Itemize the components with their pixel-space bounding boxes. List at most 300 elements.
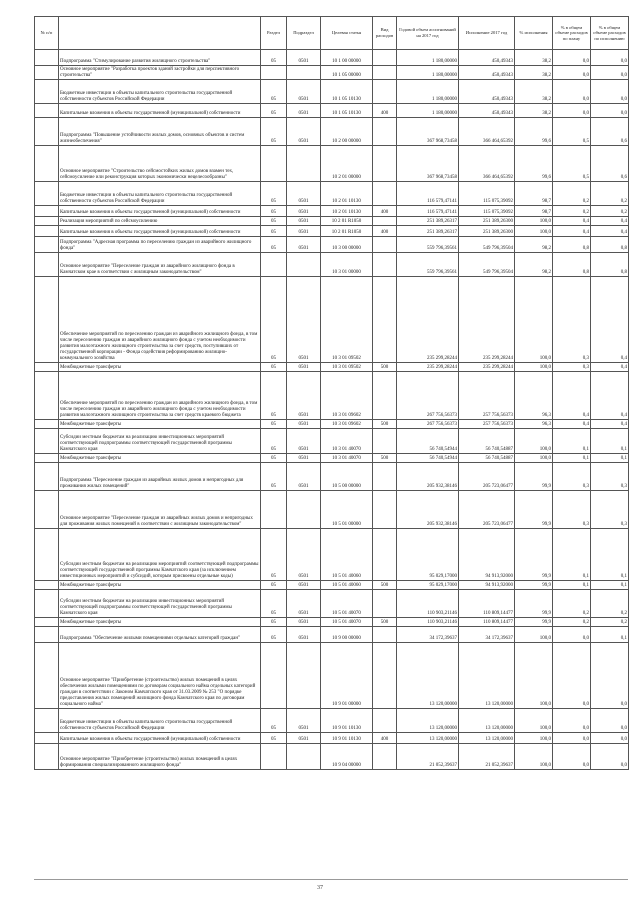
cell-annual: 235 299,28244 xyxy=(397,277,459,363)
cell-share-exec: 0,0 xyxy=(591,744,629,770)
cell-no xyxy=(35,618,59,627)
cell-pct: 99,6 xyxy=(515,118,553,146)
cell-target: 10 3 01 09502 xyxy=(321,363,373,372)
cell-annual: 267 756,56373 xyxy=(397,372,459,420)
cell-name: Межбюджетные трансферты xyxy=(59,363,261,372)
cell-section xyxy=(261,491,287,529)
cell-exp-type: 400 xyxy=(373,104,397,118)
cell-exp-type xyxy=(373,237,397,253)
cell-pct: 100,0 xyxy=(515,454,553,463)
cell-exp-type xyxy=(373,50,397,66)
cell-pct: 38,2 xyxy=(515,50,553,66)
cell-name: Бюджетные инвестиции в объекты капитального строительства государственной собственности субъектов Российской Федерации xyxy=(59,80,261,104)
cell-pct: 100,0 xyxy=(515,217,553,226)
cell-section xyxy=(261,643,287,709)
table-row xyxy=(35,66,629,80)
cell-no xyxy=(35,420,59,429)
cell-exp-type xyxy=(373,253,397,277)
cell-no xyxy=(35,627,59,643)
cell-subsection: 0501 xyxy=(287,618,321,627)
cell-name: Подпрограмма "Стимулирование развития жилищного строительства" xyxy=(59,50,261,66)
cell-share-plan: 0,1 xyxy=(553,454,591,463)
cell-subsection: 0501 xyxy=(287,182,321,206)
budget-execution-table xyxy=(34,16,629,770)
cell-executed: 366 464,65392 xyxy=(459,146,515,182)
cell-executed: 34 172,39637 xyxy=(459,627,515,643)
cell-subsection: 0501 xyxy=(287,420,321,429)
cell-share-plan: 0,2 xyxy=(553,206,591,217)
cell-name: Субсидии местным бюджетам на реализацию инвестиционных мероприятий соответствующей подпрограммы соответствующей государственной программы Камчатского края xyxy=(59,590,261,618)
cell-share-exec: 0,0 xyxy=(591,50,629,66)
cell-target: 10 9 00 00000 xyxy=(321,627,373,643)
cell-exp-type: 500 xyxy=(373,581,397,590)
cell-share-exec: 0,1 xyxy=(591,429,629,454)
cell-executed: 366 464,65392 xyxy=(459,118,515,146)
cell-name: Подпрограмма "Обеспечение жилыми помещениями отдельных категорий граждан" xyxy=(59,627,261,643)
cell-subsection: 0501 xyxy=(287,429,321,454)
cell-name: Межбюджетные трансферты xyxy=(59,454,261,463)
cell-executed: 110 809,14477 xyxy=(459,590,515,618)
cell-name: Межбюджетные трансферты xyxy=(59,618,261,627)
cell-annual: 95 029,17000 xyxy=(397,529,459,581)
cell-target: 10 5 01 40060 xyxy=(321,529,373,581)
cell-share-plan: 0,1 xyxy=(553,429,591,454)
cell-share-plan: 0,3 xyxy=(553,463,591,491)
cell-annual: 205 932,38146 xyxy=(397,491,459,529)
cell-subsection: 0501 xyxy=(287,581,321,590)
cell-name: Межбюджетные трансферты xyxy=(59,581,261,590)
cell-share-exec: 0,1 xyxy=(591,627,629,643)
cell-executed: 549 796,39504 xyxy=(459,253,515,277)
cell-no xyxy=(35,80,59,104)
cell-no xyxy=(35,206,59,217)
table-row xyxy=(35,146,629,182)
cell-section: 05 xyxy=(261,237,287,253)
cell-target: 10 2 01 R1050 xyxy=(321,217,373,226)
cell-annual: 13 120,00000 xyxy=(397,643,459,709)
cell-subsection xyxy=(287,66,321,80)
cell-executed: 13 120,00000 xyxy=(459,733,515,744)
cell-annual: 116 579,47141 xyxy=(397,182,459,206)
cell-no xyxy=(35,491,59,529)
cell-section: 05 xyxy=(261,372,287,420)
cell-share-plan: 0,3 xyxy=(553,277,591,363)
table-row xyxy=(35,50,629,66)
cell-share-exec: 0,3 xyxy=(591,463,629,491)
cell-target: 10 1 00 00000 xyxy=(321,50,373,66)
cell-exp-type xyxy=(373,529,397,581)
cell-pct: 98,2 xyxy=(515,237,553,253)
cell-subsection: 0501 xyxy=(287,733,321,744)
table-row xyxy=(35,463,629,491)
cell-share-exec: 0,2 xyxy=(591,206,629,217)
table-row xyxy=(35,709,629,733)
cell-share-exec: 0,0 xyxy=(591,733,629,744)
cell-target: 10 2 01 R1050 xyxy=(321,226,373,237)
cell-annual: 34 172,39637 xyxy=(397,627,459,643)
table-row xyxy=(35,733,629,744)
cell-exp-type xyxy=(373,146,397,182)
cell-target: 10 9 01 10130 xyxy=(321,733,373,744)
table-row xyxy=(35,206,629,217)
cell-share-plan: 0,4 xyxy=(553,372,591,420)
cell-exp-type: 400 xyxy=(373,733,397,744)
table-row xyxy=(35,491,629,529)
table-row xyxy=(35,429,629,454)
cell-share-plan: 0,4 xyxy=(553,420,591,429)
cell-executed: 450,49343 xyxy=(459,80,515,104)
cell-target: 10 5 01 00000 xyxy=(321,491,373,529)
table-row xyxy=(35,237,629,253)
cell-pct: 38,2 xyxy=(515,66,553,80)
table-row xyxy=(35,627,629,643)
cell-section: 05 xyxy=(261,590,287,618)
table-row xyxy=(35,590,629,618)
cell-section: 05 xyxy=(261,80,287,104)
cell-share-exec: 0,4 xyxy=(591,363,629,372)
cell-section: 05 xyxy=(261,226,287,237)
cell-no xyxy=(35,118,59,146)
cell-exp-type xyxy=(373,182,397,206)
table-row xyxy=(35,80,629,104)
cell-subsection: 0501 xyxy=(287,50,321,66)
cell-annual: 235 299,28244 xyxy=(397,363,459,372)
cell-exp-type xyxy=(373,372,397,420)
cell-section: 05 xyxy=(261,182,287,206)
cell-share-plan: 0,1 xyxy=(553,529,591,581)
cell-annual: 559 796,39561 xyxy=(397,237,459,253)
cell-share-exec: 0,1 xyxy=(591,581,629,590)
col-header-annual: Годовой объем ассигнований на 2017 год xyxy=(397,17,459,50)
cell-target: 10 2 01 10130 xyxy=(321,206,373,217)
cell-name: Подпрограмма "Адресная программа по переселению граждан из аварийного жилищного фонда" xyxy=(59,237,261,253)
cell-name: Обеспечение мероприятий по переселению граждан из аварийного жилищного фонда, в том числе переселению граждан из аварийного жилищного фонда с учетом необходимости развития малоэтажного жилищного строительства за счет средств краевого бюджета xyxy=(59,372,261,420)
col-header-subsection: Подраздел xyxy=(287,17,321,50)
cell-share-exec: 0,2 xyxy=(591,618,629,627)
cell-pct: 38,2 xyxy=(515,104,553,118)
cell-share-plan: 0,0 xyxy=(553,709,591,733)
cell-executed: 549 796,39504 xyxy=(459,237,515,253)
cell-subsection xyxy=(287,253,321,277)
cell-pct: 96,3 xyxy=(515,372,553,420)
table-row xyxy=(35,363,629,372)
cell-target: 10 2 01 10130 xyxy=(321,182,373,206)
cell-share-plan: 0,3 xyxy=(553,491,591,529)
cell-name: Обеспечение мероприятий по переселению граждан из аварийного жилищного фонда, в том числе переселению граждан из аварийного жилищного фонда с учетом необходимости развития малоэтажного жилищного строительства за счет средств, поступивших от государственной корпорации - Фонда содействия реформированию жилищно-коммунального хозяйства xyxy=(59,277,261,363)
cell-executed: 94 913,92000 xyxy=(459,529,515,581)
cell-annual: 110 903,21146 xyxy=(397,590,459,618)
col-header-exp-type: Вид расходов xyxy=(373,17,397,50)
table-header-row xyxy=(35,17,629,50)
cell-no xyxy=(35,363,59,372)
cell-exp-type: 500 xyxy=(373,618,397,627)
cell-section xyxy=(261,66,287,80)
cell-subsection: 0501 xyxy=(287,118,321,146)
cell-share-plan: 0,3 xyxy=(553,363,591,372)
cell-share-exec: 0,1 xyxy=(591,454,629,463)
cell-share-exec: 0,0 xyxy=(591,104,629,118)
cell-share-plan: 0,4 xyxy=(553,217,591,226)
table-row xyxy=(35,454,629,463)
cell-exp-type xyxy=(373,429,397,454)
cell-share-exec: 0,6 xyxy=(591,118,629,146)
cell-no xyxy=(35,643,59,709)
cell-section: 05 xyxy=(261,454,287,463)
cell-name: Субсидии местным бюджетам на реализацию мероприятий соответствующей подпрограммы соответствующей государственной программы Камчатского края (за исключением инвестиционных мероприятий и субсидий, которым присвоены отдельные коды) xyxy=(59,529,261,581)
cell-section: 05 xyxy=(261,709,287,733)
cell-executed: 94 913,92000 xyxy=(459,581,515,590)
cell-pct: 100,0 xyxy=(515,744,553,770)
cell-share-exec: 0,4 xyxy=(591,420,629,429)
footer-divider xyxy=(34,879,628,880)
cell-name: Бюджетные инвестиции в объекты капитального строительства государственной собственности субъектов Российской Федерации xyxy=(59,709,261,733)
cell-section: 05 xyxy=(261,104,287,118)
table-row xyxy=(35,217,629,226)
cell-share-plan: 0,0 xyxy=(553,80,591,104)
table-row xyxy=(35,643,629,709)
cell-no xyxy=(35,454,59,463)
cell-exp-type xyxy=(373,118,397,146)
cell-name: Основное мероприятие "Приобретение (строительство) жилых помещений в целях обеспечения жилыми помещениями по договорам социального найма отдельных категорий граждан в соответствии с Законом Камчатского края от 31.03.2009 № 253 "О порядке предоставления жилых помещений жилищного фонда Камчатского края по договорам социального найма" xyxy=(59,643,261,709)
cell-executed: 257 756,56373 xyxy=(459,372,515,420)
cell-section: 05 xyxy=(261,50,287,66)
cell-executed: 13 120,00000 xyxy=(459,643,515,709)
cell-section: 05 xyxy=(261,217,287,226)
cell-subsection: 0501 xyxy=(287,529,321,581)
cell-annual: 56 740,54944 xyxy=(397,454,459,463)
cell-target: 10 1 05 10130 xyxy=(321,80,373,104)
cell-executed: 110 809,14477 xyxy=(459,618,515,627)
cell-annual: 110 903,21146 xyxy=(397,618,459,627)
cell-target: 10 3 01 40070 xyxy=(321,429,373,454)
cell-share-plan: 0,4 xyxy=(553,226,591,237)
cell-pct: 99,9 xyxy=(515,529,553,581)
cell-share-exec: 0,8 xyxy=(591,237,629,253)
cell-no xyxy=(35,66,59,80)
cell-no xyxy=(35,237,59,253)
cell-exp-type: 400 xyxy=(373,226,397,237)
cell-subsection: 0501 xyxy=(287,463,321,491)
cell-no xyxy=(35,429,59,454)
cell-name: Подпрограмма "Переселение граждан из аварийных жилых домов и непригодных для проживания жилых помещений" xyxy=(59,463,261,491)
cell-section: 05 xyxy=(261,618,287,627)
cell-section: 05 xyxy=(261,420,287,429)
cell-subsection: 0501 xyxy=(287,217,321,226)
cell-pct: 99,9 xyxy=(515,463,553,491)
cell-pct: 99,9 xyxy=(515,581,553,590)
cell-target: 10 5 01 40070 xyxy=(321,618,373,627)
col-header-share-plan: % в общем объеме расходов по плану xyxy=(553,17,591,50)
cell-subsection: 0501 xyxy=(287,206,321,217)
cell-no xyxy=(35,709,59,733)
table-row xyxy=(35,118,629,146)
cell-exp-type xyxy=(373,491,397,529)
cell-name: Субсидии местным бюджетам на реализацию инвестиционных мероприятий соответствующей подпрограммы соответствующей государственной программы Камчатского края xyxy=(59,429,261,454)
cell-section xyxy=(261,744,287,770)
cell-no xyxy=(35,226,59,237)
cell-name: Основное мероприятие "Переселение граждан из аварийных жилых домов и непригодных для проживания жилых помещений в соответствии с жилищным законодательством" xyxy=(59,491,261,529)
cell-share-plan: 0,5 xyxy=(553,146,591,182)
cell-no xyxy=(35,529,59,581)
cell-pct: 98,2 xyxy=(515,253,553,277)
cell-share-plan: 0,0 xyxy=(553,66,591,80)
cell-share-exec: 0,4 xyxy=(591,372,629,420)
cell-share-plan: 0,0 xyxy=(553,643,591,709)
cell-subsection: 0501 xyxy=(287,277,321,363)
cell-no xyxy=(35,146,59,182)
cell-exp-type: 500 xyxy=(373,454,397,463)
cell-subsection xyxy=(287,643,321,709)
cell-share-exec: 0,2 xyxy=(591,590,629,618)
cell-name: Бюджетные инвестиции в объекты капитального строительства государственной собственности субъектов Российской Федерации xyxy=(59,182,261,206)
col-header-pct: % исполнения xyxy=(515,17,553,50)
cell-target: 10 9 01 10130 xyxy=(321,709,373,733)
cell-section xyxy=(261,146,287,182)
cell-exp-type xyxy=(373,463,397,491)
cell-section: 05 xyxy=(261,206,287,217)
cell-share-plan: 0,5 xyxy=(553,118,591,146)
cell-target: 10 3 01 09602 xyxy=(321,372,373,420)
cell-share-exec: 0,6 xyxy=(591,146,629,182)
cell-pct: 100,0 xyxy=(515,709,553,733)
cell-share-exec: 0,2 xyxy=(591,182,629,206)
cell-exp-type xyxy=(373,66,397,80)
cell-annual: 116 579,47141 xyxy=(397,206,459,217)
cell-share-exec: 0,1 xyxy=(591,529,629,581)
cell-subsection: 0501 xyxy=(287,226,321,237)
cell-section: 05 xyxy=(261,581,287,590)
cell-no xyxy=(35,463,59,491)
cell-annual: 1 180,00000 xyxy=(397,104,459,118)
cell-no xyxy=(35,277,59,363)
cell-exp-type xyxy=(373,643,397,709)
cell-subsection: 0501 xyxy=(287,590,321,618)
cell-executed: 13 120,00000 xyxy=(459,709,515,733)
cell-target: 10 9 01 00000 xyxy=(321,643,373,709)
cell-annual: 95 029,17000 xyxy=(397,581,459,590)
table-row xyxy=(35,372,629,420)
cell-pct: 99,6 xyxy=(515,146,553,182)
cell-pct: 100,0 xyxy=(515,363,553,372)
cell-annual: 56 740,54944 xyxy=(397,429,459,454)
cell-executed: 450,49343 xyxy=(459,50,515,66)
cell-share-exec: 0,0 xyxy=(591,66,629,80)
cell-pct: 38,2 xyxy=(515,80,553,104)
cell-no xyxy=(35,581,59,590)
cell-annual: 21 052,39637 xyxy=(397,744,459,770)
cell-section: 05 xyxy=(261,429,287,454)
cell-pct: 98,7 xyxy=(515,206,553,217)
cell-target: 10 5 00 00000 xyxy=(321,463,373,491)
cell-section: 05 xyxy=(261,277,287,363)
col-header-no: № п/п xyxy=(35,17,59,50)
cell-exp-type xyxy=(373,627,397,643)
cell-no xyxy=(35,733,59,744)
cell-executed: 56 740,54887 xyxy=(459,429,515,454)
cell-executed: 56 740,54887 xyxy=(459,454,515,463)
cell-name: Основное мероприятие "Приобретение (строительство) жилых помещений в целях формирования специализированного жилищного фонда" xyxy=(59,744,261,770)
cell-subsection: 0501 xyxy=(287,454,321,463)
cell-no xyxy=(35,104,59,118)
cell-subsection: 0501 xyxy=(287,80,321,104)
cell-executed: 450,49343 xyxy=(459,104,515,118)
cell-annual: 1 180,00000 xyxy=(397,66,459,80)
cell-pct: 99,9 xyxy=(515,491,553,529)
cell-name: Подпрограмма "Повышение устойчивости жилых домов, основных объектов и систем жизнеобеспечения" xyxy=(59,118,261,146)
table-row xyxy=(35,277,629,363)
cell-name: Капитальные вложения в объекты государственной (муниципальной) собственности xyxy=(59,733,261,744)
cell-share-plan: 0,2 xyxy=(553,618,591,627)
cell-share-exec: 0,8 xyxy=(591,253,629,277)
cell-pct: 99,9 xyxy=(515,618,553,627)
cell-pct: 96,3 xyxy=(515,420,553,429)
cell-name: Основное мероприятие "Разработка проектов зданий застройки для перспективного строительства" xyxy=(59,66,261,80)
cell-section: 05 xyxy=(261,118,287,146)
cell-share-exec: 0,3 xyxy=(591,491,629,529)
cell-target: 10 9 04 00000 xyxy=(321,744,373,770)
cell-executed: 450,49343 xyxy=(459,66,515,80)
cell-exp-type: 400 xyxy=(373,206,397,217)
col-header-target: Целевая статья xyxy=(321,17,373,50)
cell-name: Основное мероприятие "Переселение граждан из аварийного жилищного фонда в Камчатском крае в соответствии с жилищным законодательством" xyxy=(59,253,261,277)
cell-target: 10 3 01 40070 xyxy=(321,454,373,463)
cell-pct: 98,7 xyxy=(515,182,553,206)
cell-share-plan: 0,0 xyxy=(553,733,591,744)
cell-annual: 1 180,00000 xyxy=(397,80,459,104)
cell-annual: 13 120,00000 xyxy=(397,709,459,733)
cell-no xyxy=(35,182,59,206)
cell-exp-type xyxy=(373,590,397,618)
cell-no xyxy=(35,372,59,420)
cell-subsection: 0501 xyxy=(287,237,321,253)
cell-target: 10 3 01 00000 xyxy=(321,253,373,277)
table-row xyxy=(35,581,629,590)
cell-name: Межбюджетные трансферты xyxy=(59,420,261,429)
cell-executed: 115 075,39092 xyxy=(459,206,515,217)
cell-name: Основное мероприятие "Строительство сейсмостойких жилых домов взамен тех, сейсмоусиление или реконструкция которых экономически нецелесообразны" xyxy=(59,146,261,182)
table-row xyxy=(35,226,629,237)
cell-target: 10 5 01 40070 xyxy=(321,590,373,618)
cell-subsection: 0501 xyxy=(287,627,321,643)
cell-executed: 21 052,39637 xyxy=(459,744,515,770)
cell-share-plan: 0,2 xyxy=(553,590,591,618)
cell-executed: 205 723,06477 xyxy=(459,491,515,529)
cell-no xyxy=(35,253,59,277)
cell-subsection: 0501 xyxy=(287,709,321,733)
cell-annual: 13 120,00000 xyxy=(397,733,459,744)
cell-pct: 100,0 xyxy=(515,643,553,709)
cell-share-exec: 0,4 xyxy=(591,277,629,363)
table-row xyxy=(35,744,629,770)
cell-pct: 100,0 xyxy=(515,429,553,454)
cell-section: 05 xyxy=(261,733,287,744)
cell-annual: 251 389,26317 xyxy=(397,226,459,237)
cell-no xyxy=(35,590,59,618)
cell-exp-type: 500 xyxy=(373,420,397,429)
report-sheet xyxy=(34,16,628,770)
table-row xyxy=(35,182,629,206)
cell-exp-type xyxy=(373,744,397,770)
cell-share-exec: 0,4 xyxy=(591,226,629,237)
cell-executed: 251 389,26300 xyxy=(459,217,515,226)
cell-share-exec: 0,0 xyxy=(591,709,629,733)
cell-name: Капитальные вложения в объекты государственной (муниципальной) собственности xyxy=(59,226,261,237)
table-row xyxy=(35,618,629,627)
cell-annual: 1 180,00000 xyxy=(397,50,459,66)
cell-executed: 205 723,06477 xyxy=(459,463,515,491)
cell-subsection xyxy=(287,744,321,770)
table-row xyxy=(35,420,629,429)
